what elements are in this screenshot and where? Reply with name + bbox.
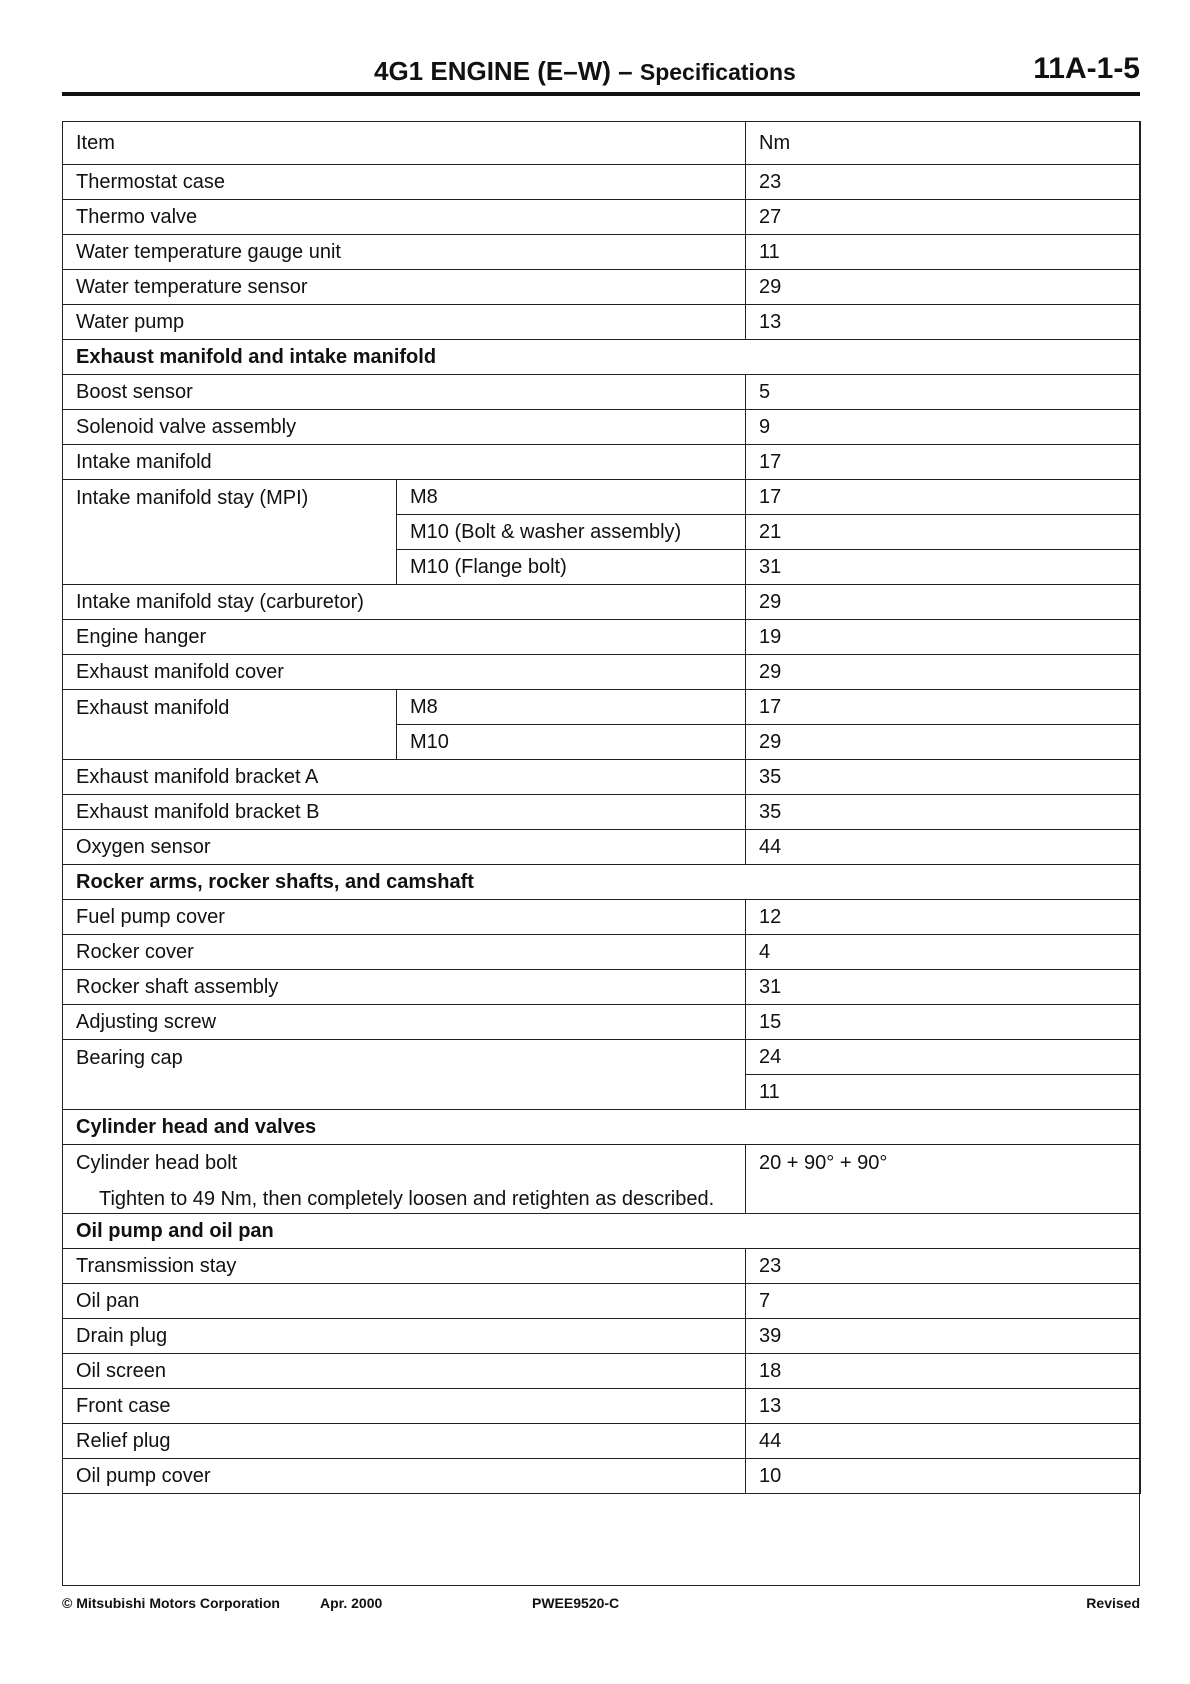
- item-cell: Intake manifold: [63, 445, 746, 480]
- table-row: [63, 1145, 1141, 1214]
- page-number: 11A-1-5: [1033, 52, 1140, 85]
- table-row: [63, 410, 1141, 445]
- table-row: [63, 830, 1141, 865]
- item-cell: Thermo valve: [63, 200, 746, 235]
- torque-cell: 11: [746, 235, 1141, 270]
- section-heading: Cylinder head and valves: [63, 1110, 1141, 1145]
- table-row: [63, 165, 1141, 200]
- table-row: [63, 480, 1141, 515]
- table-row: [63, 900, 1141, 935]
- torque-cell: 23: [746, 1249, 1141, 1284]
- footer-doc-code: PWEE9520-C: [532, 1595, 620, 1611]
- torque-cell: 21: [746, 515, 1141, 550]
- sub-item-cell: M8: [397, 480, 746, 515]
- table-row: [63, 305, 1141, 340]
- item-cell: Exhaust manifold bracket B: [63, 795, 746, 830]
- table-row: [63, 585, 1141, 620]
- item-cell: Oxygen sensor: [63, 830, 746, 865]
- table-row: [63, 970, 1141, 1005]
- page-title: [374, 56, 796, 87]
- table-header-row: [63, 122, 1141, 165]
- table-row: [63, 655, 1141, 690]
- table-row: [63, 270, 1141, 305]
- table-row: [63, 1284, 1141, 1319]
- table-row: [63, 1459, 1141, 1494]
- item-cell: Engine hanger: [63, 620, 746, 655]
- torque-cell: 15: [746, 1005, 1141, 1040]
- table-row: [63, 1040, 1141, 1075]
- column-header-item: Item: [63, 122, 746, 165]
- item-cell: Intake manifold stay (MPI): [63, 480, 397, 585]
- sub-item-cell: M8: [397, 690, 746, 725]
- table-row: [63, 445, 1141, 480]
- torque-cell: 7: [746, 1284, 1141, 1319]
- item-cell: Water pump: [63, 305, 746, 340]
- torque-cell: 10: [746, 1459, 1141, 1494]
- item-cell: Thermostat case: [63, 165, 746, 200]
- torque-cell: 18: [746, 1354, 1141, 1389]
- torque-cell: 29: [746, 270, 1141, 305]
- torque-cell: 44: [746, 830, 1141, 865]
- table-row: [63, 1249, 1141, 1284]
- torque-cell: 20 + 90° + 90°: [746, 1145, 1141, 1214]
- item-cell: Water temperature gauge unit: [63, 235, 746, 270]
- item-cell: Exhaust manifold cover: [63, 655, 746, 690]
- item-cell: Oil screen: [63, 1354, 746, 1389]
- section-row: [63, 1110, 1141, 1145]
- page-footer: [62, 1595, 1140, 1615]
- footer-status: Revised: [1086, 1595, 1140, 1611]
- section-row: [63, 1214, 1141, 1249]
- sub-item-cell: M10 (Flange bolt): [397, 550, 746, 585]
- table-row: [63, 235, 1141, 270]
- item-cell: Relief plug: [63, 1424, 746, 1459]
- table-row: [63, 620, 1141, 655]
- torque-cell: 44: [746, 1424, 1141, 1459]
- torque-spec-table: [62, 121, 1141, 1494]
- torque-cell: 23: [746, 165, 1141, 200]
- table-row: [63, 375, 1141, 410]
- item-cell: Oil pump cover: [63, 1459, 746, 1494]
- torque-cell: 29: [746, 725, 1141, 760]
- table-row: [63, 1319, 1141, 1354]
- item-label: Cylinder head bolt: [76, 1152, 238, 1174]
- sub-item-cell: M10 (Bolt & washer assembly): [397, 515, 746, 550]
- item-cell: Solenoid valve assembly: [63, 410, 746, 445]
- title-main: 4G1 ENGINE (E–W): [374, 56, 611, 86]
- torque-cell: 19: [746, 620, 1141, 655]
- torque-cell: 4: [746, 935, 1141, 970]
- torque-cell: 35: [746, 795, 1141, 830]
- torque-cell: 31: [746, 550, 1141, 585]
- torque-cell: 12: [746, 900, 1141, 935]
- torque-cell: 13: [746, 1389, 1141, 1424]
- sub-item-cell: M10: [397, 725, 746, 760]
- torque-cell: 17: [746, 690, 1141, 725]
- column-header-nm: Nm: [746, 122, 1141, 165]
- item-cell: Exhaust manifold: [63, 690, 397, 760]
- torque-cell: 11: [746, 1075, 1141, 1110]
- footer-copyright: © Mitsubishi Motors Corporation: [62, 1595, 280, 1611]
- torque-cell: 31: [746, 970, 1141, 1005]
- item-cell: Exhaust manifold bracket A: [63, 760, 746, 795]
- item-cell: Water temperature sensor: [63, 270, 746, 305]
- torque-cell: 27: [746, 200, 1141, 235]
- item-cell: Transmission stay: [63, 1249, 746, 1284]
- section-heading: Oil pump and oil pan: [63, 1214, 1141, 1249]
- table-row: [63, 1354, 1141, 1389]
- table-row: [63, 760, 1141, 795]
- table-row: [63, 1005, 1141, 1040]
- torque-cell: 29: [746, 655, 1141, 690]
- table-row: [63, 1424, 1141, 1459]
- item-cell: Adjusting screw: [63, 1005, 746, 1040]
- section-row: [63, 340, 1141, 375]
- item-cell: Front case: [63, 1389, 746, 1424]
- table-row: [63, 690, 1141, 725]
- title-dash: –: [618, 56, 633, 86]
- table-row: [63, 795, 1141, 830]
- section-row: [63, 865, 1141, 900]
- torque-cell: 24: [746, 1040, 1141, 1075]
- item-cell: Rocker cover: [63, 935, 746, 970]
- title-sub: Specifications: [639, 59, 796, 85]
- torque-cell: 17: [746, 445, 1141, 480]
- table-row: [63, 200, 1141, 235]
- torque-cell: 13: [746, 305, 1141, 340]
- item-cell: Rocker shaft assembly: [63, 970, 746, 1005]
- item-cell: [63, 1145, 746, 1214]
- item-cell: Oil pan: [63, 1284, 746, 1319]
- page-header: [62, 52, 1140, 92]
- torque-cell: 35: [746, 760, 1141, 795]
- torque-cell: 39: [746, 1319, 1141, 1354]
- item-cell: Bearing cap: [63, 1040, 746, 1110]
- section-heading: Rocker arms, rocker shafts, and camshaft: [63, 865, 1141, 900]
- header-rule: [62, 92, 1140, 96]
- torque-cell: 17: [746, 480, 1141, 515]
- item-cell: Intake manifold stay (carburetor): [63, 585, 746, 620]
- footer-date: Apr. 2000: [320, 1595, 383, 1611]
- item-note: Tighten to 49 Nm, then completely loosen and retighten as described.: [99, 1188, 715, 1210]
- item-cell: Drain plug: [63, 1319, 746, 1354]
- item-cell: Fuel pump cover: [63, 900, 746, 935]
- table-row: [63, 935, 1141, 970]
- torque-cell: 9: [746, 410, 1141, 445]
- torque-cell: 29: [746, 585, 1141, 620]
- torque-cell: 5: [746, 375, 1141, 410]
- item-cell: Boost sensor: [63, 375, 746, 410]
- section-heading: Exhaust manifold and intake manifold: [63, 340, 1141, 375]
- table-row: [63, 1389, 1141, 1424]
